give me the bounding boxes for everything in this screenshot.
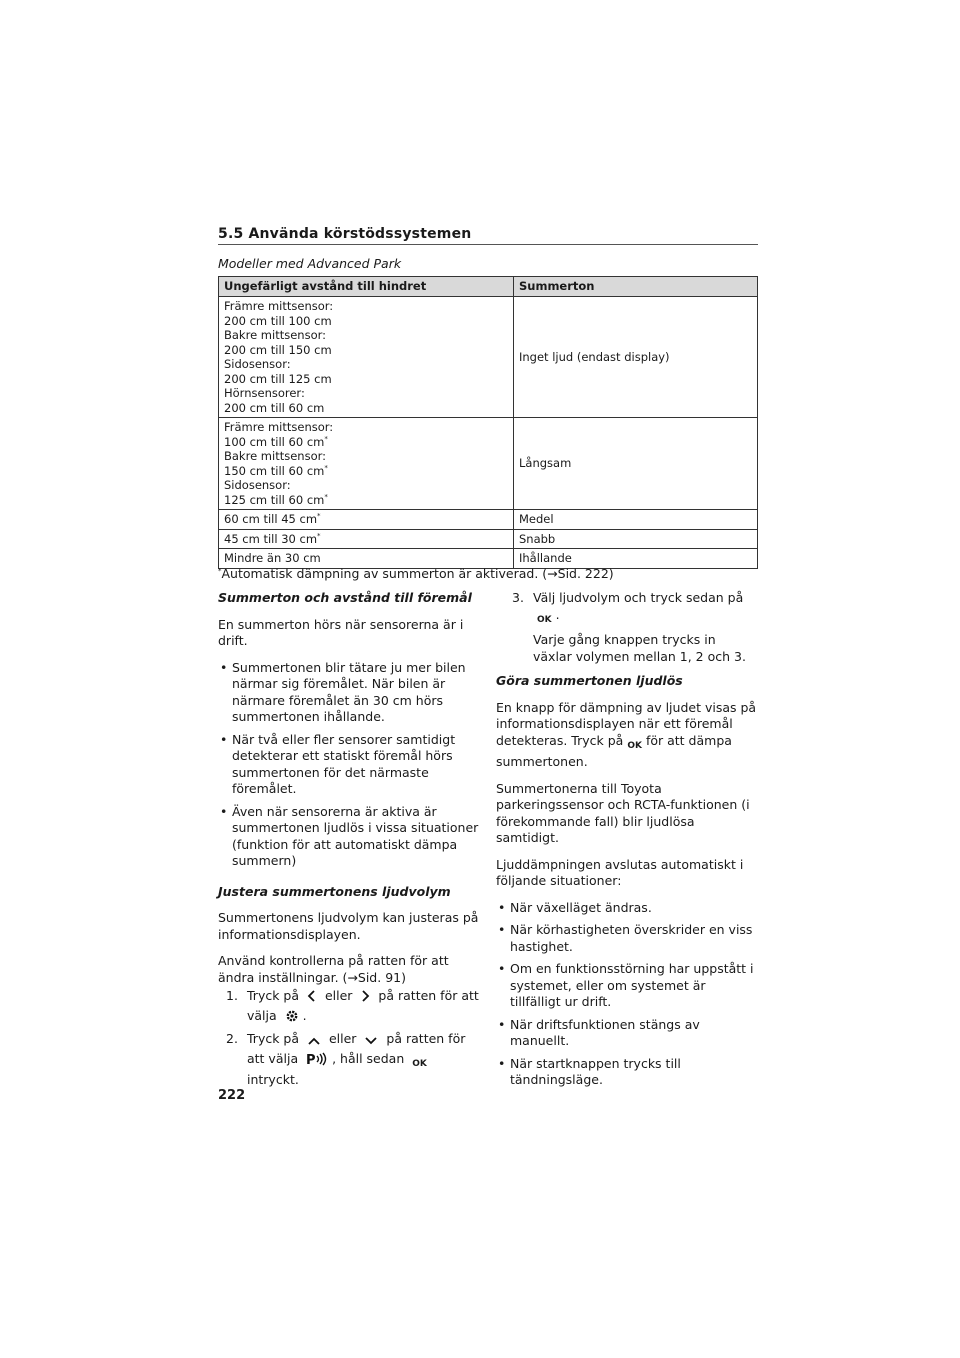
distance-cell — [219, 418, 514, 510]
tone-cell: Inget ljud (endast display) — [514, 297, 758, 418]
step-3-note: Varje gång knappen trycks in växlar volymen mellan 1, 2 och 3. — [533, 632, 746, 664]
distance-line: Mindre än 30 cm — [224, 551, 321, 565]
ok-button-icon: OK — [412, 1058, 427, 1069]
step-text: på ratten för att välja — [247, 1031, 466, 1066]
distance-line: 45 cm till 30 cm* — [224, 531, 321, 546]
step-text: intryckt. — [247, 1072, 299, 1087]
step-text: på ratten för att välja — [247, 988, 479, 1023]
distance-line: Bakre mittsensor: — [224, 328, 327, 342]
tone-cell: Medel — [514, 510, 758, 530]
table-footnote — [218, 566, 614, 581]
para-mute — [496, 700, 758, 771]
tone-cell: Långsam — [514, 418, 758, 510]
parking-sensor-icon — [306, 1052, 328, 1071]
step-3 — [512, 590, 758, 628]
step-2 — [226, 1031, 480, 1089]
table-header-tone: Summerton — [514, 277, 758, 297]
svg-text:P: P — [306, 1052, 316, 1066]
right-column — [496, 590, 758, 1095]
footnote-marker: * — [218, 567, 222, 575]
step-text: eller — [328, 1031, 357, 1046]
gear-icon — [285, 1009, 299, 1028]
distance-line: Sidosensor: — [224, 478, 291, 492]
step-text: eller — [324, 988, 353, 1003]
list-item: • Summertonen blir tätare ju mer bilen närmar sig föremålet. När bilen är närmare föremålet än 30 cm hörs summertonen ihållande. — [218, 660, 480, 726]
distance-cell — [219, 510, 514, 530]
table-row — [219, 529, 758, 549]
distance-line: Främre mittsensor: — [224, 299, 334, 313]
chevron-left-icon — [307, 989, 317, 1008]
models-label: Modeller med Advanced Park — [218, 256, 402, 271]
table-header-row — [219, 277, 758, 297]
ok-button-icon: OK — [537, 614, 552, 625]
distance-line: 200 cm till 125 cm — [224, 371, 332, 386]
distance-cell — [219, 529, 514, 549]
distance-line: 100 cm till 60 cm* — [224, 434, 328, 449]
distance-line: Sidosensor: — [224, 357, 291, 371]
list-item: • När startknappen trycks till tändningsläge. — [496, 1056, 758, 1089]
list-item: • När två eller fler sensorer samtidigt detekterar ett statiskt föremål hörs summertonen för det närmaste föremålet. — [218, 732, 480, 798]
para-mute-text: för att dämpa summertonen. — [496, 732, 732, 769]
distance-line: 150 cm till 60 cm* — [224, 463, 328, 478]
tone-cell: Ihållande — [514, 549, 758, 569]
left-column — [218, 590, 480, 1093]
heading-volume: Justera summertonens ljudvolym — [218, 883, 451, 899]
step-text: Tryck på — [247, 1031, 300, 1046]
list-item: • Även när sensorerna är aktiva är summertonen ljudlös i vissa situationer (funktion för att automatiskt dämpa summern) — [218, 804, 480, 870]
para-tone-intro: En summerton hörs när sensorerna är i drift. — [218, 616, 464, 648]
step-number: 1. — [226, 988, 238, 1003]
para-rcta: Summertonerna till Toyota parkeringssensor och RCTA-funktionen (i förekommande fall) blir ljudlösa samtidigt. — [496, 780, 750, 845]
tone-cell: Snabb — [514, 529, 758, 549]
section-title: 5.5 Använda körstödssystemen — [218, 226, 472, 242]
step-number: 3. — [512, 590, 524, 605]
distance-line: 60 cm till 45 cm* — [224, 512, 321, 526]
distance-line: 125 cm till 60 cm* — [224, 492, 328, 507]
list-item: • När driftsfunktionen stängs av manuellt. — [496, 1017, 758, 1050]
table-row — [219, 418, 758, 510]
list-item: • När körhastigheten överskrider en viss hastighet. — [496, 922, 758, 955]
ok-button-icon: OK — [627, 740, 642, 751]
page-number: 222 — [218, 1088, 246, 1103]
para-mute-end: Ljuddämpningen avslutas automatiskt i följande situationer: — [496, 856, 744, 888]
distance-line: Främre mittsensor: — [224, 420, 334, 434]
step-text: Tryck på — [247, 988, 300, 1003]
list-item: • Om en funktionsstörning har uppstått i systemet, eller om systemet är tillfälligt ur drift. — [496, 961, 758, 1011]
chevron-down-icon — [364, 1034, 378, 1051]
distance-line: 200 cm till 100 cm — [224, 313, 332, 328]
para-mute-text: En knapp för dämpning av ljudet visas på informationsdisplayen när ett föremål detekteras. Tryck på — [496, 699, 757, 748]
table-body — [219, 297, 758, 569]
table-row — [219, 510, 758, 530]
distance-line: 200 cm till 150 cm — [224, 342, 332, 357]
step-text: . — [555, 606, 560, 622]
step-text: , håll sedan — [332, 1050, 405, 1066]
table-row — [219, 297, 758, 418]
section-divider — [218, 244, 758, 245]
heading-mute: Göra summertonen ljudlös — [496, 673, 683, 688]
step-text: Välj ljudvolym och tryck sedan på — [533, 590, 744, 605]
distance-line: Hörnsensorer: — [224, 386, 305, 400]
distance-line: 200 cm till 60 cm — [224, 400, 325, 415]
distance-cell — [219, 297, 514, 418]
list-item: • När växelläget ändras. — [496, 900, 758, 917]
footnote-text: Automatisk dämpning av summerton är aktiverad. (→Sid. 222) — [221, 566, 614, 581]
para-controls: Använd kontrollerna på ratten för att ändra inställningar. (→Sid. 91) — [218, 953, 449, 985]
para-volume-intro: Summertonens ljudvolym kan justeras på informationsdisplayen. — [218, 910, 479, 942]
step-text: . — [302, 1007, 307, 1023]
step-number: 2. — [226, 1031, 238, 1046]
chevron-up-icon — [307, 1034, 321, 1051]
step-1 — [226, 988, 480, 1027]
table-header-distance: Ungefärligt avstånd till hindret — [219, 277, 514, 297]
distance-line: Bakre mittsensor: — [224, 449, 327, 463]
chevron-right-icon — [360, 989, 370, 1008]
heading-tone-distance: Summerton och avstånd till föremål — [218, 590, 472, 605]
distance-tone-table — [218, 276, 758, 569]
